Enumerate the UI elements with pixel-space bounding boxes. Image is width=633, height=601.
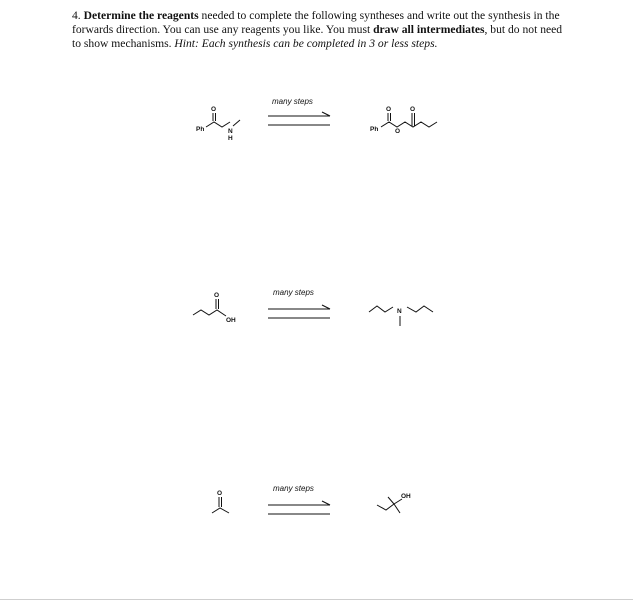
- reaction-2-starting-material: [193, 292, 236, 324]
- atom-label: Ph: [196, 126, 205, 133]
- atom-label: Ph: [370, 126, 379, 133]
- atom-label: O: [386, 106, 392, 113]
- question-hint: Hint: Each synthesis can be completed in 3 or less steps.: [174, 37, 438, 51]
- atom-label: OH: [401, 493, 411, 500]
- atom-label: H: [228, 135, 233, 142]
- atom-label: O: [217, 490, 223, 497]
- arrow-label: many steps: [273, 484, 314, 493]
- question-body: needed to complete the following syntheses and write out the synthesis in the forwards direction. You can use any reagents you like. You must: [72, 9, 560, 37]
- atom-label: O: [214, 292, 220, 299]
- reaction-2: [193, 288, 433, 326]
- reaction-1-arrow: [268, 97, 330, 125]
- atom-label: O: [395, 128, 401, 135]
- reaction-3-arrow: [268, 484, 330, 514]
- atom-label: N: [397, 308, 402, 315]
- arrow-label: many steps: [273, 288, 314, 297]
- reaction-3-product: [377, 493, 411, 513]
- reaction-3: [212, 484, 411, 514]
- reaction-1-product: [370, 106, 437, 135]
- question-body-2: , but do not need to show mechanisms.: [72, 23, 563, 51]
- arrow-label: many steps: [272, 97, 313, 106]
- reaction-2-arrow: [268, 288, 330, 318]
- question-number: 4.: [72, 9, 81, 22]
- atom-label: O: [410, 106, 416, 113]
- atom-label: N: [228, 128, 233, 135]
- page-bottom-divider: [0, 599, 633, 600]
- reaction-1-starting-material: [196, 106, 240, 142]
- atom-label: O: [211, 106, 217, 113]
- question-emphasis: draw all intermediates: [373, 23, 485, 37]
- reaction-2-product: [369, 306, 433, 326]
- reaction-3-starting-material: [212, 490, 229, 513]
- atom-label: OH: [226, 317, 236, 324]
- question-title: Determine the reagents: [83, 9, 199, 22]
- reaction-1: [196, 97, 437, 142]
